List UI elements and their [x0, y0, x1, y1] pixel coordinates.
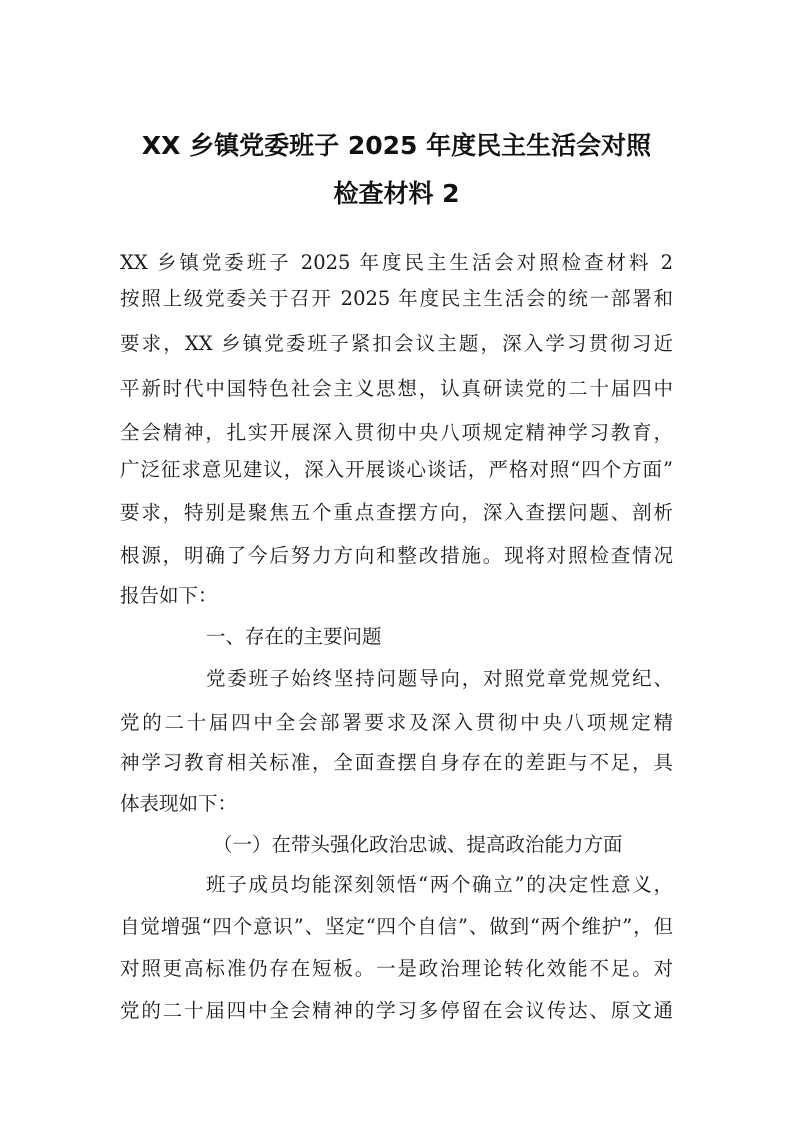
document-title-line-2: 检查材料 2 — [333, 179, 460, 208]
paragraph-first-line: 党委班子始终坚持问题导向，对照党章党规党纪、 — [206, 667, 673, 690]
subsection-heading: （一）在带头强化政治忠诚、提高政治能力方面 — [213, 833, 623, 856]
body-line: 广泛征求意见建议，深入开展谈心谈话，严格对照“四个方面” — [120, 458, 673, 481]
section-heading: 一、存在的主要问题 — [206, 625, 382, 648]
body-line: 对照更高标准仍存在短板。一是政治理论转化效能不足。对 — [120, 957, 673, 980]
body-line: 平新时代中国特色社会主义思想，认真研读党的二十届四中 — [120, 377, 673, 400]
body-line: 体表现如下： — [120, 792, 238, 815]
body-line: 报告如下： — [120, 584, 218, 607]
body-line: 自觉增强“四个意识”、坚定“四个自信”、做到“两个维护”，但 — [120, 915, 673, 938]
body-line: 要求，特别是聚焦五个重点查摆方向，深入查摆问题、剖析 — [120, 501, 673, 524]
body-line: 全会精神，扎实开展深入贯彻中央八项规定精神学习教育， — [120, 421, 673, 444]
paragraph-first-line: 班子成员均能深刻领悟“两个确立”的决定性意义， — [206, 873, 673, 896]
body-line: 党的二十届四中全会精神的学习多停留在会议传达、原文通 — [120, 999, 673, 1022]
body-line: 根源，明确了今后努力方向和整改措施。现将对照检查情况 — [120, 544, 673, 567]
body-line: 要求，XX 乡镇党委班子紧扣会议主题，深入学习贯彻习近 — [120, 332, 673, 355]
body-line: XX 乡镇党委班子 2025 年度民主生活会对照检查材料 2 — [120, 251, 673, 274]
body-line: 神学习教育相关标准，全面查摆自身存在的差距与不足，具 — [120, 751, 673, 774]
body-line: 党的二十届四中全会部署要求及深入贯彻中央八项规定精 — [120, 711, 673, 734]
document-title-line-1: XX 乡镇党委班子 2025 年度民主生活会对照 — [141, 131, 652, 160]
body-line: 按照上级党委关于召开 2025 年度民主生活会的统一部署和 — [120, 287, 673, 310]
